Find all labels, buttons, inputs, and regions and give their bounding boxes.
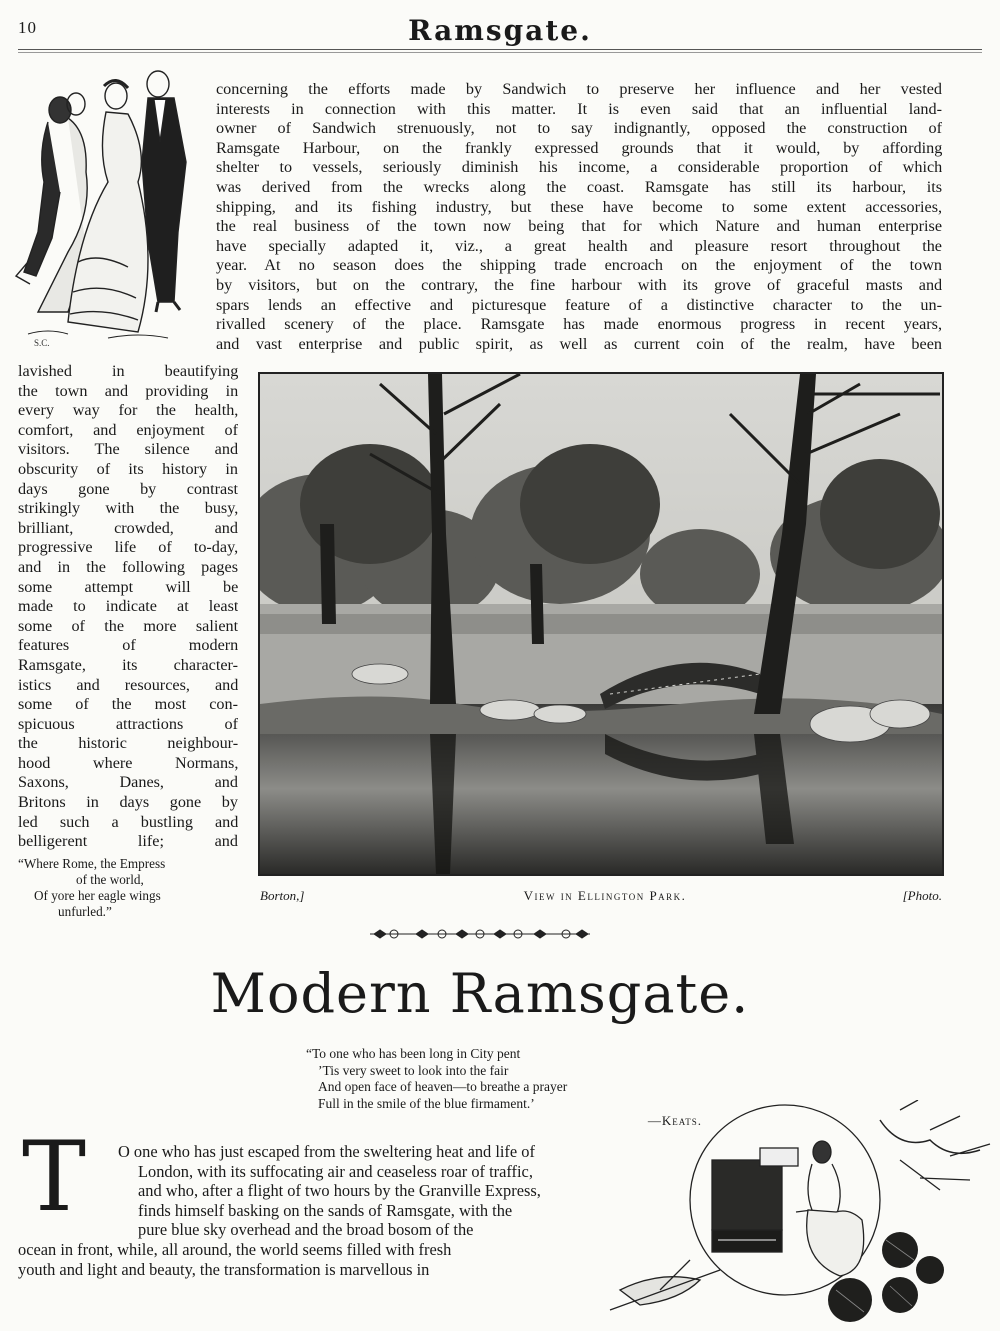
top-paragraph-line-9: have specially adapted it, viz., a great health and pleasure resort throughout the — [216, 236, 942, 255]
left-column-line-7: days gone by contrast — [18, 479, 238, 498]
top-paragraph-line-12: spars lends an effective and picturesque feature of a distinctive character to the un- — [216, 295, 942, 314]
left-column-line-1: lavished in beautifying — [18, 362, 238, 380]
photo-credit-left: Borton,] — [260, 888, 305, 903]
section-body — [18, 1142, 698, 1279]
photo-credit-right: [Photo. — [902, 888, 942, 903]
left-column-line-17: istics and resources, and — [18, 675, 238, 694]
quote-line-1: “Where Rome, the Empress — [18, 856, 166, 871]
top-paragraph-line-7: shipping, and its fishing industry, but these have become to some extent accessories, — [216, 197, 942, 216]
epigraph-line-1: “To one who has been long in City pent — [306, 1046, 521, 1061]
quote-line-3: Of yore her eagle wings — [34, 888, 161, 903]
left-column-line-3: every way for the health, — [18, 401, 238, 420]
left-column-line-10: progressive life of to-day, — [18, 538, 238, 557]
body-line-7: youth and light and beauty, the transformation is marvellous in — [18, 1259, 430, 1279]
left-column-line-20: the historic neighbour- — [18, 734, 238, 753]
running-title: Ramsgate. — [408, 14, 592, 47]
top-paragraph-line-5: shelter to vessels, seriously diminish his income, a considerable proportion of which — [216, 158, 942, 177]
top-paragraph-line-2: interests in connection with this matter. It is even said that an influential land- — [216, 99, 942, 118]
page-number: 10 — [18, 18, 37, 37]
left-column-line-19: spicuous attractions of — [18, 714, 238, 733]
left-column-line-25: belligerent life; and — [18, 832, 238, 851]
ornamental-divider — [360, 924, 600, 944]
top-paragraph — [216, 80, 942, 354]
left-column-line-9: brilliant, crowded, and — [18, 518, 238, 537]
left-column-line-24: led such a bustling and — [18, 812, 238, 831]
top-paragraph-line-14: and vast enterprise and public spirit, as well as current coin of the realm, have been — [216, 334, 942, 353]
left-column-line-16: Ramsgate, its character- — [18, 655, 238, 674]
left-column-line-8: strikingly with the busy, — [18, 499, 238, 518]
park-photo-image — [260, 374, 942, 874]
left-column-line-5: visitors. The silence and — [18, 440, 238, 459]
left-column-line-15: features of modern — [18, 636, 238, 655]
left-column-line-13: made to indicate at least — [18, 597, 238, 616]
left-column-line-2: the town and providing in — [18, 381, 238, 400]
left-column-line-11: and in the following pages — [18, 557, 238, 576]
epigraph-author: —Keats. — [647, 1113, 702, 1128]
left-column-line-6: obscurity of its history in — [18, 459, 238, 478]
body-line-2: London, with its suffocating air and ceaseless roar of traffic, — [138, 1161, 533, 1181]
quote-line-2: of the world, — [76, 872, 144, 887]
illustration-signature: S.C. — [34, 338, 50, 348]
ellington-park-photo — [258, 372, 944, 876]
top-paragraph-line-13: rivalled scenery of the place. Ramsgate has made enormous progress in recent years, — [216, 315, 942, 334]
top-paragraph-line-6: was derived from the wrecks along the coast. Ramsgate has still its harbour, its — [216, 177, 942, 196]
body-line-6: ocean in front, while, all around, the world seems filled with fresh — [18, 1239, 452, 1259]
epigraph-line-3: And open face of heaven—to breathe a prayer — [318, 1079, 568, 1094]
body-line-1: O one who has just escaped from the sweltering heat and life of — [118, 1142, 535, 1161]
left-column-line-14: some of the more salient — [18, 616, 238, 635]
left-column-line-12: some attempt will be — [18, 577, 238, 596]
section-title: Modern Ramsgate. — [210, 962, 750, 1025]
body-line-5: pure blue sky overhead and the broad bosom of the — [138, 1220, 474, 1240]
epigraph-line-2: ’Tis very sweet to look into the fair — [318, 1062, 509, 1078]
body-line-4: finds himself basking on the sands of Ramsgate, with the — [138, 1200, 513, 1220]
top-paragraph-line-8: the real business of the town now being that for which Nature and human enterprise — [216, 217, 942, 236]
left-column-line-4: comfort, and enjoyment of — [18, 420, 238, 439]
photo-caption: View in Ellington Park. — [523, 888, 687, 903]
top-paragraph-line-4: Ramsgate Harbour, on the frankly expressed grounds that it would, by affording — [216, 138, 942, 157]
left-column-line-22: Saxons, Danes, and — [18, 773, 238, 792]
header-rule — [18, 49, 982, 50]
top-paragraph-line-10: year. At no season does the shipping trade encroach on the enjoyment of the town — [216, 256, 942, 275]
left-column-paragraph — [18, 362, 238, 852]
left-column-line-18: some of the most con- — [18, 695, 238, 714]
piano-vignette-illustration — [600, 1100, 995, 1325]
top-paragraph-line-1: concerning the efforts made by Sandwich to preserve her influence and her vested — [216, 80, 942, 98]
left-column-quote — [18, 856, 240, 920]
top-paragraph-line-3: owner of Sandwich strenuously, not to say indignantly, opposed the construction of — [216, 119, 942, 138]
epigraph-line-4: Full in the smile of the blue firmament.’ — [318, 1095, 535, 1111]
top-paragraph-line-11: by visitors, but on the contrary, the fine harbour with its grove of graceful masts and — [216, 275, 942, 294]
body-line-3: and who, after a flight of two hours by the Granville Express, — [138, 1181, 541, 1201]
left-column-line-23: Britons in days gone by — [18, 793, 238, 812]
quote-line-4: unfurled.” — [58, 904, 112, 919]
drop-cap: T — [22, 1121, 87, 1233]
dancers-illustration — [8, 62, 208, 352]
left-column-line-21: hood where Normans, — [18, 753, 238, 772]
header-rule-secondary — [18, 52, 982, 53]
